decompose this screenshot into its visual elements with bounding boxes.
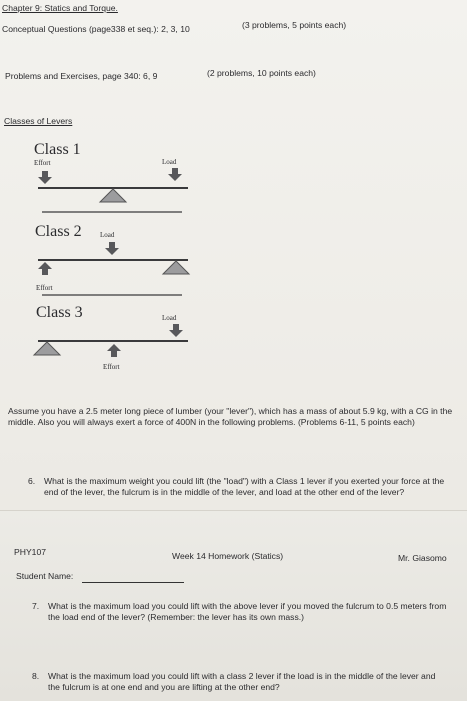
question-7-number: 7. [32, 601, 40, 611]
class1-title: Class 1 [34, 141, 81, 158]
lever-diagram-svg [30, 138, 200, 378]
class1-load-arrow-icon [168, 168, 182, 181]
class2-effort-arrow-icon [38, 262, 52, 275]
class1-effort-arrow-icon [38, 171, 52, 184]
question-8-text: What is the maximum load you could lift with a class 2 lever if the load is in the middle of the lever and the fulcrum is at one end and you are lifting at the other end? [48, 671, 436, 692]
class3-load-label: Load [162, 314, 177, 322]
course-code: PHY107 [14, 547, 47, 557]
sheet-bottom [0, 510, 467, 701]
intro-paragraph: Assume you have a 2.5 meter long piece of lumber (your "lever"), which has a mass of about 5.9 kg, with a CG in the middle. Also you will always exert a force of 400N in the following problems. (Problems 6-11, 5 points each) [8, 406, 453, 427]
class3-title: Class 3 [36, 304, 83, 321]
student-name-line[interactable] [82, 582, 184, 583]
question-6-text: What is the maximum weight you could lift (the "load") with a Class 1 lever if you exerted your force at the end of the lever, the fulcrum is in the middle of the lever, and load at the other end of the lever? [44, 476, 445, 497]
chapter-title: Chapter 9: Statics and Torque. [2, 3, 118, 13]
class1-load-label: Load [162, 158, 177, 166]
question-6-number: 6. [28, 476, 36, 486]
student-name-label: Student Name: [16, 571, 74, 581]
class2-load-arrow-icon [105, 242, 119, 255]
problems-exercises: Problems and Exercises, page 340: 6, 9 [5, 71, 158, 81]
assignment-title: Week 14 Homework (Statics) [172, 551, 284, 561]
instructor-name: Mr. Giasomo [398, 553, 447, 563]
conceptual-points: (3 problems, 5 points each) [242, 20, 347, 30]
class2-fulcrum-icon [163, 261, 189, 274]
question-7-text: What is the maximum load you could lift with the above lever if you moved the fulcrum to 0.5 meters from the load end of the lever? (Remember: the lever has its own mass.) [48, 601, 447, 622]
levers-heading: Classes of Levers [4, 116, 73, 126]
class2-title: Class 2 [35, 223, 82, 240]
conceptual-questions: Conceptual Questions (page338 et seq.): 2, 3, 10 [2, 24, 190, 34]
class1-effort-label: Effort [34, 159, 51, 167]
problems-points: (2 problems, 10 points each) [207, 68, 316, 78]
class1-fulcrum-icon [100, 189, 126, 202]
class3-fulcrum-icon [34, 342, 60, 355]
class3-effort-arrow-icon [107, 344, 121, 357]
class2-load-label: Load [100, 231, 115, 239]
class2-effort-label: Effort [36, 284, 53, 292]
lever-diagram [30, 138, 200, 378]
question-8-number: 8. [32, 671, 40, 681]
class3-effort-label: Effort [103, 363, 120, 371]
class3-load-arrow-icon [169, 324, 183, 337]
